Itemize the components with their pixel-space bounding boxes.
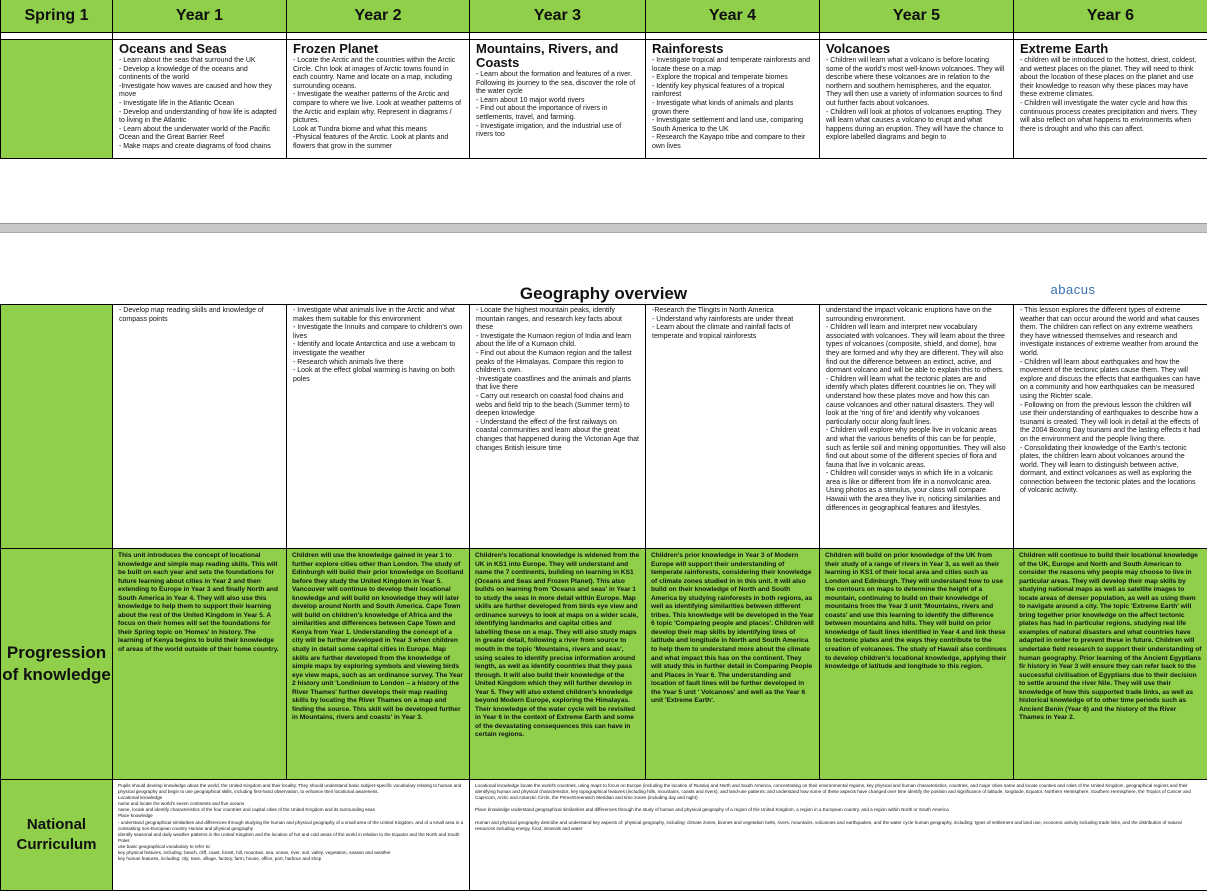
- page-title: Geography overview: [519, 284, 688, 303]
- progression-label: Progression of knowledge: [1, 549, 113, 780]
- national-curriculum-ks1: [113, 780, 470, 891]
- continued-text: understand the impact volcanic eruptions have on the surrounding environment. - Children will learn and interpret new vocabulary associated with volcanoes. They will learn about the three types of volcanoes (composite, shield, and dome), how they are formed and why they are different. They will also find out the difference between an extinct, active, and dormant volcano and will be able to explain this to others. - Children will learn what the tectonic plates are and identify which plates different countries lie on. They will understand how these plates move and how this can cause volcanoes and other natural disasters. They will look at the 'ring of fire' and identify why volcanoes particularly occur along fault lines. - Children will explore why people live in volcanic areas and what the various benefits of this can be for people, such as fertile soil and mining opportunities. They will also find out about some of the different species of flora and fauna that live in volcanic areas. - Children will consider ways in which life in a volcanic area is like or different from life in a nonvolcanic area. Using photos as a stimulus, your class will compare Hawaii with the area they live in, noticing similarities and differences in geographical features and lifestyles.: [826, 307, 1006, 512]
- national-curriculum-ks2-text: Locational knowledge locate the world's countries, using maps to focus on Europe (including the location of Russia) and North and South America, concentrating on their environmental regions, key physical and human characteristics, countries, and major cities name and locate counties and cities of the United Kingdom, geographical regions and their identifying human and physical characteristics, key topographical features (including hills, mountains, coasts and rivers), and land-use patterns; and understand how some of these aspects have changed over time identify the position and significance of latitude, longitude, Equator, Northern Hemisphere, Southern Hemisphere, the Tropics of Cancer and Capricorn, Arctic and Antarctic Circle, the Prime/Greenwich Meridian and time zones (including day and night) Place knowledge understand geographical similarities and differences through the study of human and physical geography of a region of the United Kingdom, a region in a European country, and a region within North or South America Human and physical geography describe and understand key aspects of: physical geography, including: climate zones, biomes and vegetation belts, rivers, mountains, volcanoes and earthquakes, and the water cycle human geography, including: types of settlement and land use, economic activity including trade links, and the distribution of natural resources including energy, food, minerals and water: [475, 783, 1191, 831]
- continued-text: -Research the Tlingits in North America - Understand why rainforests are under threat - Learn about the climate and rainfall facts of temperate and tropical rainforests: [652, 307, 794, 340]
- year-4-header: Year 4: [646, 0, 820, 33]
- progression-text: Children will use the knowledge gained in year 1 to further explore cities other than London. The study of Edinburgh will build their prior knowledge on Scotland before they study the United Kingdom in Year 5. Vancouver will continue to develop their locational knowledge and will build on knowledge they will later develop around North and South America. Cape Town will build on children's knowledge of Africa and the similarities and differences between Cape Town and Kenya from Year 1. Understanding the concept of a city will be further developed in Year 3 when children study in detail some capital cities in Europe. Map skills are further developed from the knowledge of simple maps by exploring symbols and viewing birds eye view maps, such as an ordinance survey. The Year 2 history unit 'Londinium to London – a history of the River Thames' further develops their map reading skills by locating the River Thames on a map and finding the source. This skill will be developed further in Mountains, rivers and coasts' in Year 3.: [292, 552, 464, 722]
- year-5-header: Year 5: [820, 0, 1014, 33]
- unit-text: - children will be introduced to the hottest, driest, coldest, and wettest places on the planet. They will need to think about the location of these places on the planet and use their knowledge to reason why these places may have these extreme climates. - Children will investigate the water cycle and how this continuous process creates precipitation and rivers. They will also reflect on what happens to environments when there is drought and who this can affect.: [1020, 57, 1197, 133]
- unit-cell-year-5: [820, 40, 1014, 159]
- progression-cell-year-6: [1014, 549, 1207, 780]
- year-1-header: Year 1: [113, 0, 287, 33]
- progression-cell-year-1: [113, 549, 287, 780]
- national-curriculum-ks2: [470, 780, 1207, 891]
- year-3-header: Year 3: [470, 0, 646, 33]
- unit-cell-year-2: [287, 40, 470, 159]
- progression-cell-year-3: [470, 549, 646, 780]
- unit-text: - Children will learn what a volcano is before locating some of the world's most well-known volcanoes. They will describe where these volcanoes are in relation to the northern and southern hemispheres, and the equator. They will then use a variety of information sources to find out further facts about volcanoes. - Children will look at photos of volcanoes erupting. They will learn what causes a volcano to erupt and what happens during an eruption. They will have the chance to explore labelled diagrams and begin to: [826, 57, 1005, 142]
- unit-text: - Locate the Arctic and the countries within the Arctic Circle. Chn look at images of Arctic towns found in each country. Name and locate on a map, including surrounding oceans. - Investigate the weather patterns of the Arctic and compare to where we live. Look at weather patterns of the Arctic and explain why. Represent in diagrams / pictures. Look at Tundra biome and what this means -Physical features of the Arctic. Look at plants and flowers that grow in the summer: [293, 57, 462, 150]
- national-curriculum-ks1-text: Pupils should develop knowledge about the world, the United Kingdom and their locality. They should understand basic subject-specific vocabulary relating to human and physical geography and begin to use geographical skills, including first-hand observation, to enhance their locational awareness. Locational knowledge name and locate the world's seven continents and five oceans name, locate and identify characteristics of the four countries and capital cities of the United Kingdom and its surrounding seas Place knowledge - understand geographical similarities and differences through studying the human and physical geography of a small area of the United Kingdom, and of a small area in a contrasting non-European country Human and physical geography identify seasonal and daily weather patterns in the United Kingdom and the location of hot and cold areas of the world in relation to the Equator and the North and South Poles use basic geographical vocabulary to refer to: key physical features, including: beach, cliff, coast, forest, hill, mountain, sea, ocean, river, soil, valley, vegetation, season and weather key human features, including: city, town, village, factory, farm, house, office, port, harbour and shop: [118, 783, 464, 862]
- continued-cell-year-1: [113, 305, 287, 549]
- progression-text: Children's prior knowledge in Year 3 of Modern Europe will support their understanding of temperate rainforests, considering their knowledge of climate zones studied in in this unit. It will also build on their knowledge of North and South America by studying rainforests in both regions, as well as identifying similarities between different tribes. This knowledge will be developed in the Year 6 topic 'Comparing people and places'. Children will develop their map skills by identifying lines of latitude and longitude in North and South America to help them to understand more about the climate and what impact this has on the continent. They will study this in further detail in Comparing People and Places in Year 6. The understanding and location of fault lines will be further developed in the Year 5 unit ' Volcanoes' and well as the Year 6 unit 'Extreme Earth'.: [651, 552, 814, 705]
- unit-title: Oceans and Seas: [119, 41, 227, 56]
- unit-title: Rainforests: [652, 41, 724, 56]
- unit-text: - Investigate tropical and temperate rainforests and locate these on a map - Explore the tropical and temperate biomes - Identify key physical features of a tropical rainforest - Investigate what kinds of animals and plants grown there - Investigate settlement and land use, comparing South America to the UK - Research the Kayapo tribe and compare to their own lives: [652, 57, 810, 150]
- unit-title: Volcanoes: [826, 41, 891, 56]
- unit-title: Extreme Earth: [1020, 41, 1109, 56]
- continued-text: - This lesson explores the different types of extreme weather that can occur around the world and what causes them. The children can reflect on any extreme weathers they have witnessed themselves and research and investigate instances of extreme weather from around the world. - Children will learn about earthquakes and how the movement of the tectonic plates cause them. They will explore and discuss the effects that earthquakes can have on a community and how earthquakes can be measured using the Richter scale. - Following on from the previous lesson the children will use their understanding of earthquakes to describe how a tsunami is created. They will look in detail at the effects of the 2004 Boxing Day tsunami and the lasting effects it had on the environment and the people living there. - Consolidating their knowledge of the Earth's tectonic plates, the children learn about volcanoes around the world. They will learn to distinguish between active, dormant, and extinct volcanoes as well as exploring the connection between the tectonic plates and the locations of volcanic activity.: [1020, 307, 1201, 495]
- progression-cell-year-2: [287, 549, 470, 780]
- continued-cell-year-4: [646, 305, 820, 549]
- year-2-header: Year 2: [287, 0, 470, 33]
- continued-text: - Develop map reading skills and knowledge of compass points: [119, 307, 264, 323]
- term-header: Spring 1: [1, 0, 113, 33]
- year-6-header: Year 6: [1014, 0, 1207, 33]
- abacus-logo: abacus: [1050, 282, 1096, 297]
- unit-cell-year-6: [1014, 40, 1207, 159]
- continued-text: - Locate the highest mountain peaks, identify mountain ranges, and research key facts about these - Investigate the Kumaon region of India and learn about the life of a Kumaon child. - Find out about the Kumaon region and the tallest peaks of the Himalayas. Compare this region to children's own. -Investigate coastlines and the animals and plants that live there - Carry out research on coastal food chains and webs and field trip to the beach (Summer term) to deepen knowledge - Understand the effect of the first railways on coastal communities and learn about the great changes that happened during the Victorian Age that changes British leisure time: [476, 307, 639, 452]
- progression-text: Children's locational knowledge is widened from the UK in KS1 into Europe. They will understand and name the 7 continents, building on learning in KS1 (Oceans and Seas and Frozen Planet). This also builds on learning from 'Oceans and seas' in Year 1 to study the seas in more detail within Europe. Map skills are further developed from birds eye view and ordinance surveys to look at maps on a wider scale, identifying landmarks and capital cities and labelling these on a map. They will also study maps in greater detail, following a river from source to mouth in the topic 'Mountains, rivers and seas', using scales to identify precise information around length, as well as identify countries that they pass through. It will also build their knowledge of the United Kingdom which they will further develop in Year 5. They will also extend children's knowledge beyond Modern Europe, exploring the Himalayas. Their knowledge of the water cycle will be revisited in Year 6 in the context of Extreme Earth and some of the devastating consequences this can have in certain regions.: [475, 552, 640, 739]
- unit-cell-year-1: [113, 40, 287, 159]
- unit-text: - Learn about the seas that surround the UK - Develop a knowledge of the oceans and continents of the world -Investigate how waves are caused and how they move - Investigate life in the Atlantic Ocean - Develop and understanding of how life is adapted to living in the Atlantic - Learn about the underwater world of the Pacific Ocean and the Great Barrier Reef - Make maps and create diagrams of food chains: [119, 57, 277, 150]
- progression-text: Children will build on prior knowledge of the UK from their study of a range of rivers in Year 3, as well as their learning in KS1 of their local area and cities such as London and Edinburgh. They will understand how to use the contours on maps to determine the height of a mountain, continuing to build on their knowledge of mountains from the Year 3 unit 'Mountains, rivers and coasts' and use this learning to identify the difference between mountains and hills. They will build on prior knowledge of fault lines identified in Year 4 and link these to tectonic plates and the ways they contribute to the creation of volcanoes. The study of Hawaii also continues to develop children's locational knowledge, applying their knowledge of latitude and longitude to this region.: [825, 552, 1007, 671]
- continued-cell-year-5: [820, 305, 1014, 549]
- national-curriculum-label: National Curriculum: [1, 780, 113, 891]
- unit-title: Mountains, Rivers, and Coasts: [476, 41, 619, 70]
- page-divider: [0, 223, 1207, 233]
- continued-cell-year-6: [1014, 305, 1207, 549]
- continued-text: - Investigate what animals live in the Arctic and what makes them suitable for this environment - Investigate the Innuits and compare to children's own lives - Identify and locate Antarctica and use a webcam to investigate the weather - Research which animals live there - Look at the effect global warming is having on both poles: [293, 307, 463, 383]
- unit-text: - Learn about the formation and features of a river. Following its journey to the sea, discover the role of the water cycle - Learn about 10 major world rivers - Find out about the importance of rivers in settlements, travel, and farming. - Investigate irrigation, and the industrial use of rivers too: [476, 71, 636, 139]
- progression-text: Children will continue to build their locational knowledge of the UK, Europe and North and South American to consider the reasons why people may choose to live in particular areas. They will develop their map skills by studying national maps as well as satellite images to locate areas of denser population, as well as using them to navigate around a city. The topic 'Extreme Earth' will bring together prior knowledge on the affect tectonic plates has had in particular regions, studying real life examples of natural disasters and what countries have adapted in order to prevent these in future. Children will undertake field research to support their understanding of human geography. Prior learning of the Ancient Egyptians fir history in Year 3 will ensure they can refer back to the successful civilisation of Egyptians due to their decision to settle around the river Nile. They will use their knowledge of how this supported trade links, as well as historical knowledge of to other time periods such as Ancient Benin (Year 6) and the history of the River Thames in Year 2.: [1019, 552, 1202, 722]
- progression-text: This unit introduces the concept of locational knowledge and simple map reading skills. This will be built on each year and sets the foundations for future learning about cities in Year 2 and then extending to Europe in Year 3 and finally North and South America in Year 4. They will also use this knowledge to help them to support their learning about the rest of the United Kingdom in Year 5. A focus on their homes will set the foundations for their Spring topic on 'Homes' in history. The learning of Kenya begins to build their knowledge of areas of the world outside of their home country.: [118, 552, 279, 654]
- unit-cell-year-4: [646, 40, 820, 159]
- unit-title: Frozen Planet: [293, 41, 379, 56]
- progression-cell-year-4: [646, 549, 820, 780]
- unit-row-label: [1, 40, 113, 159]
- continued-row-label: [1, 305, 113, 549]
- progression-cell-year-5: [820, 549, 1014, 780]
- continued-cell-year-2: [287, 305, 470, 549]
- continued-cell-year-3: [470, 305, 646, 549]
- curriculum-table-top: [0, 0, 1207, 159]
- unit-cell-year-3: [470, 40, 646, 159]
- curriculum-table-bottom: [0, 304, 1207, 891]
